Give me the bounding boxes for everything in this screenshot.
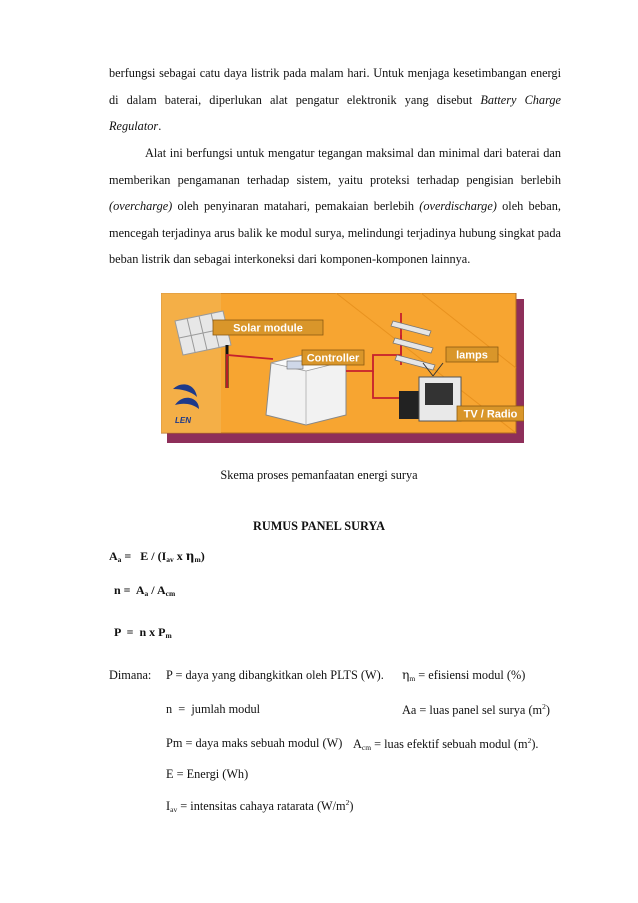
formula-area: $A_a = E / (I_{av}$ x $\eta_m$)	[109, 549, 205, 564]
paragraph-text: berfungsi sebagai catu daya listrik pada malam hari. Untuk menjaga kesetimbangan energi di dalam baterai, diperlukan alat pengatur elektronik yang disebut	[109, 66, 561, 107]
definition-aa: Aa = luas panel sel surya $(m^2)$	[402, 702, 550, 717]
label-tv-radio-text: TV / Radio	[463, 408, 518, 421]
definition-eta: $\eta_m$ = efisiensi modul (%)	[402, 668, 526, 683]
term-battery-charge-regulator: Battery Charge Regulator	[109, 92, 561, 134]
label-controller-text: Controller	[306, 352, 360, 365]
definition-acm: $A_{cm}$ = luas efektif sebuah modul $(m^2)$.	[353, 736, 539, 752]
label-lamps-text: lamps	[456, 349, 488, 362]
paragraph-text: oleh penyinaran matahari, pemakaian berlebih	[172, 199, 420, 214]
term-overcharge: (overcharge)	[109, 199, 173, 214]
formula-power: P = n x $P_m$	[114, 625, 172, 640]
section-heading: RUMUS PANEL SURYA	[252, 519, 386, 533]
paragraph-text: .	[158, 119, 162, 134]
definition-e: E = Energi (Wh)	[166, 767, 249, 781]
paragraph-text: oleh beban, mencegah terjadinya arus balik ke modul surya, melindungi terjadinya hubung singkat pada beban listrik dan sebagai interkoneksi dari komponen-komponen lainnya.	[109, 199, 561, 267]
formula-module-count: $n = A_a / A_{cm}$	[114, 583, 176, 598]
label-solar-module-text: Solar module	[233, 322, 303, 335]
figure-caption: Skema proses pemanfaatan energi surya	[220, 468, 418, 482]
paragraph-battery-intro	[109, 60, 561, 140]
len-logo-text: LEN	[175, 416, 191, 425]
paragraph-controller-function	[109, 140, 561, 273]
term-overdischarge: (overdischarge)	[419, 199, 497, 214]
definition-n: n = jumlah modul	[166, 702, 261, 716]
definition-p: P = daya yang dibangkitkan oleh PLTS (W).	[166, 668, 384, 682]
solar-system-diagram	[161, 293, 524, 443]
paragraph-text: Alat ini berfungsi untuk mengatur tegangan maksimal dan minimal dari baterai dan memberikan pengamanan terhadap sistem, yaitu proteksi terhadap pengisian berlebih	[109, 146, 561, 187]
definition-iav: $I_{av}$ = intensitas cahaya ratarata $(W/m^2)$	[166, 798, 354, 814]
definition-pm: Pm = daya maks sebuah modul (W)	[166, 736, 343, 750]
definitions-label: Dimana:	[109, 668, 152, 682]
